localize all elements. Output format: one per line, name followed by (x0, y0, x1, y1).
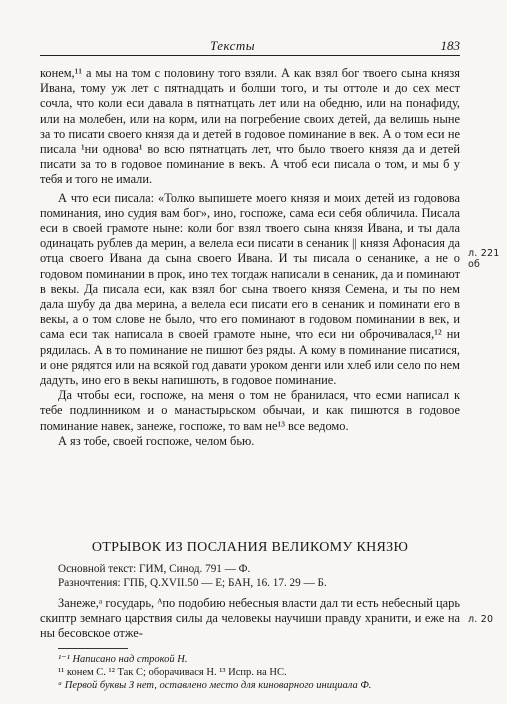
footnote: ᵃ Первой буквы З нет, оставлено место для киноварного инициала Ф. (58, 680, 372, 691)
margin-folio-note: л. 221 об (468, 248, 500, 270)
page-number: 183 (440, 38, 460, 53)
variants-note: Разночтения: ГПБ, Q.XVII.50 — Е; БАН, 16. 17. 29 — Б. (58, 577, 327, 589)
paragraph-2: А что еси писала: «Толко выпишете моего князя и моих детей из годовова поминания, ино судия вам бог», ино, госпоже, сама еси себя обличила. Писала еси в своей грамоте ныне: коли бог взял твоего сына князя Ивана, и ты дала одинацать рублев да мерин, а велела еси писати в сенаник || князя Афонасия да отца своего Ивана да сына своего Ивана. И ты писала о сенанике, а не о годовом поминании в прок, ино тех тогдаж написали в сенаник, да и поминают в векы. Да писала еси, как взял бог сына твоего князя Семена, и ты по нем дала шубу да два мерина, а велела еси писати его в сенаник и поминати его в векы, а о том слове не было, что его поминают в годовом поминании в век, и сама еси так написала в своей грамоте ныне, что еси ни оброчивалася,¹² ни рядилась. А в то поминание не пишют без ряды. А кому в поминание писатися, и оне рядятся или на всякой год давати уроком денги или хлеб или село по нем дадуть, ино его в векы напишють, в годовое поминание. (40, 190, 460, 388)
section-paragraph: Занеже,ᵃ государь, ᴬпо подобию небесныя власти дал ти есть небесный царь скиптр земнаго царствия силы да человекы научиши правду хранити, и еже на ны бесовское отже- (40, 596, 460, 641)
paragraph-3: Да чтобы еси, госпоже, на меня о том не бранилася, что есми написал к тебе подлинником и о манастырьском обычаи, и как пишются в годовое поминание навек, занеже, госпоже, то вам не¹³ все ведомо. (40, 388, 460, 433)
header-rule (40, 55, 460, 56)
margin-folio-note: л. 20 (468, 614, 494, 625)
footnote-rule (58, 648, 128, 649)
running-title: Тексты (210, 38, 256, 53)
section-title: ОТРЫВОК ИЗ ПОСЛАНИЯ ВЕЛИКОМУ КНЯЗЮ (91, 540, 409, 555)
running-header (40, 38, 460, 54)
base-text-note: Основной текст: ГИМ, Синод. 791 — Ф. (58, 563, 251, 575)
paragraph-1: конем,¹¹ а мы на том с половину того взяли. А как взял бог твоего сына князя Ивана, тому уж лет с пятнадцать и болши того, и ты оттоле и до сех мест сочла, что коли еси давала в пятнатцать лет или на обедню, или на понафиду, или на молебен, или на корм, или на погребение своих детей, да велишь ныне за то писати своего князя да и детей в годовое поминание в век. А о том еси не писала ¹ни однова¹ во всю пятнатцать лет, что было твоего князя да и детей писати за то в годовое поминание в векъ. А чтоб еси писала о том, и мы б у тебя и того не имали. (40, 66, 460, 187)
main-text (40, 66, 460, 449)
paragraph-4: А яз тобе, своей госпоже, челом бью. (58, 433, 255, 448)
footnote: ¹⁻¹ Написано над строкой Н. (58, 654, 188, 665)
footnote: ¹¹ конем С. ¹² Так С; оборачивася Н. ¹³ Испр. на НС. (58, 667, 287, 678)
section-text (40, 596, 460, 642)
